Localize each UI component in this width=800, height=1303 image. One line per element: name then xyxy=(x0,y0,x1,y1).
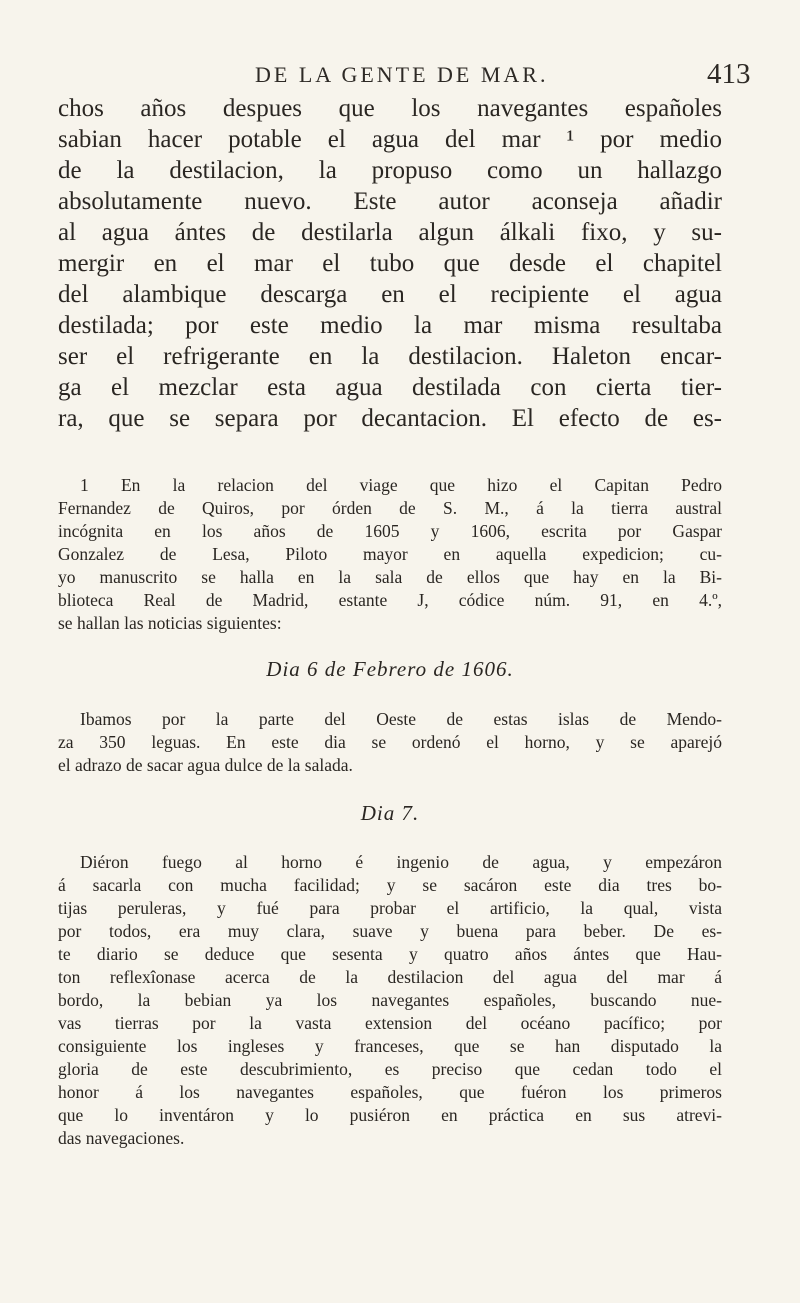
body-line: mergir en el mar el tubo que desde el chapitel xyxy=(58,250,722,277)
footnote-line: honor á los navegantes españoles, que fuéron los primeros xyxy=(58,1082,722,1102)
footnote-line: á sacarla con mucha facilidad; y se sacáron este dia tres bo- xyxy=(58,875,722,895)
running-title: DE LA GENTE DE MAR. xyxy=(255,62,549,87)
date-heading-day-7: Dia 7. xyxy=(360,801,420,825)
page-number: 413 xyxy=(707,58,751,90)
date-heading-february-6: Dia 6 de Febrero de 1606. xyxy=(266,657,514,681)
footnote-line: 1 En la relacion del viage que hizo el Capitan Pedro xyxy=(80,475,722,495)
body-line: destilada; por este medio la mar misma resultaba xyxy=(58,312,722,339)
footnote-line: bordo, la bebian ya los navegantes españoles, buscando nue- xyxy=(58,990,722,1010)
footnote-line: das navegaciones. xyxy=(58,1128,185,1148)
footnote-line: Gonzalez de Lesa, Piloto mayor en aquella expedicion; cu- xyxy=(58,544,722,564)
footnote-line: que lo inventáron y lo pusiéron en práctica en sus atrevi- xyxy=(58,1105,722,1125)
body-line: ga el mezclar esta agua destilada con cierta tier- xyxy=(58,374,722,401)
body-line: ra, que se separa por decantacion. El efecto de es- xyxy=(58,405,722,432)
footnote-line: consiguiente los ingleses y franceses, que se han disputado la xyxy=(58,1036,722,1056)
footnote-line: tijas peruleras, y fué para probar el artificio, la qual, vista xyxy=(58,898,722,918)
body-line: absolutamente nuevo. Este autor aconseja añadir xyxy=(58,188,722,215)
footnote-line: Fernandez de Quiros, por órden de S. M., á la tierra austral xyxy=(58,498,722,518)
footnote-line: por todos, era muy clara, suave y buena para beber. De es- xyxy=(58,921,722,941)
footnote-line: za 350 leguas. En este dia se ordenó el horno, y se aparejó xyxy=(58,732,722,752)
footnote-line: Diéron fuego al horno é ingenio de agua, y empezáron xyxy=(80,852,722,872)
footnote-line: incógnita en los años de 1605 y 1606, escrita por Gaspar xyxy=(58,521,722,541)
footnote-line: Ibamos por la parte del Oeste de estas islas de Mendo- xyxy=(80,709,722,729)
footnote-line: ton reflexîonase acerca de la destilacion del agua del mar á xyxy=(58,967,722,987)
body-line: chos años despues que los navegantes españoles xyxy=(58,95,722,122)
footnote-line: te diario se deduce que sesenta y quatro años ántes que Hau- xyxy=(58,944,722,964)
footnote-line: gloria de este descubrimiento, es preciso que cedan todo el xyxy=(58,1059,722,1079)
body-line: al agua ántes de destilarla algun álkali fixo, y su- xyxy=(58,219,722,246)
footnote-line: el adrazo de sacar agua dulce de la salada. xyxy=(58,755,353,775)
footnote-line: blioteca Real de Madrid, estante J, códice núm. 91, en 4.º, xyxy=(58,590,722,610)
body-line: sabian hacer potable el agua del mar ¹ por medio xyxy=(58,126,722,153)
footnote-line: vas tierras por la vasta extension del océano pacífico; por xyxy=(58,1013,722,1033)
body-line: del alambique descarga en el recipiente el agua xyxy=(58,281,722,308)
footnote-line: se hallan las noticias siguientes: xyxy=(58,613,282,633)
footnote-line: yo manuscrito se halla en la sala de ellos que hay en la Bi- xyxy=(58,567,722,587)
body-line: de la destilacion, la propuso como un hallazgo xyxy=(58,157,722,184)
body-line: ser el refrigerante en la destilacion. Haleton encar- xyxy=(58,343,722,370)
